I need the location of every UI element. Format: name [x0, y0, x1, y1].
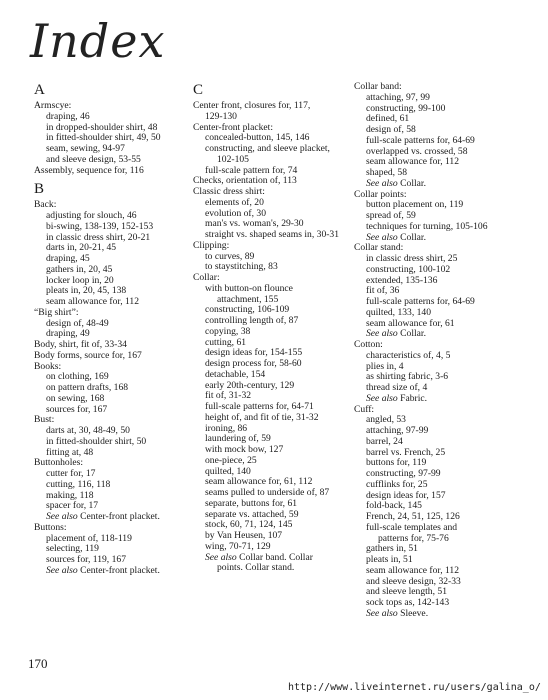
index-entry: Classic dress shirt: — [193, 186, 265, 197]
index-subentry: full-scale pattern for, 74 — [205, 164, 298, 176]
index-entry: Cuff: — [354, 403, 375, 415]
index-subentry: making, 118 — [46, 489, 94, 501]
index-column-1 — [34, 82, 184, 577]
index-subentry: draping, 49 — [46, 328, 90, 340]
index-subentry: as shirting fabric, 3-6 — [366, 371, 449, 383]
index-entry: “Big shirt”: — [34, 306, 79, 318]
index-subentry — [354, 179, 510, 190]
index-entry: Armscye: — [34, 100, 72, 111]
index-column-2 — [193, 82, 355, 574]
index-subentry: seam, sewing, 94-97 — [46, 143, 125, 154]
index-subentry: darts in, 20-21, 45 — [46, 242, 117, 254]
index-subentry: button placement on, 119 — [366, 199, 464, 211]
index-subentry — [34, 566, 184, 577]
index-subentry: sources for, 119, 167 — [46, 554, 126, 565]
index-subentry: design process for, 58-60 — [205, 358, 302, 369]
index-entry: Clipping: — [193, 239, 230, 251]
index-subentry: separate vs. attached, 59 — [205, 508, 299, 520]
index-subentry: one-piece, 25 — [205, 454, 257, 466]
index-subentry: attaching, 97, 99 — [366, 91, 430, 103]
index-subentry: with button-on flounce — [205, 282, 293, 294]
index-subentry: spacer for, 17 — [46, 500, 99, 512]
index-subentry: full-scale patterns for, 64-71 — [205, 401, 314, 412]
index-subentry: cutting, 116, 118 — [46, 478, 111, 490]
index-subentry: to curves, 89 — [205, 250, 255, 262]
index-subentry: adjusting for slouch, 46 — [46, 210, 137, 221]
index-subentry: seam allowance for, 61 — [366, 317, 455, 329]
index-entry: Collar points: — [354, 188, 407, 200]
see-also-label: See also — [366, 607, 398, 619]
index-entry: Collar: — [193, 272, 220, 283]
index-subentry: attachment, 155 — [217, 293, 279, 305]
index-subentry: with mock bow, 127 — [205, 444, 284, 455]
index-subentry: full-scale patterns for, 64-69 — [366, 134, 475, 146]
index-entry: Body forms, source for, 167 — [34, 349, 142, 361]
section-letter: C — [193, 82, 204, 98]
index-subentry: constructing, 100-102 — [366, 263, 451, 275]
index-subentry: extended, 135-136 — [366, 274, 438, 286]
index-entry: Buttonholes: — [34, 457, 84, 469]
see-also-label: See also — [205, 551, 237, 563]
index-subentry: and sleeve length, 51 — [366, 586, 447, 598]
index-subentry: in fitted-shoulder shirt, 49, 50 — [46, 132, 161, 144]
index-subentry: stock, 60, 71, 124, 145 — [205, 519, 293, 531]
index-subentry: design of, 58 — [366, 124, 416, 135]
see-also-target: Collar band. Collar — [236, 551, 313, 563]
index-subentry: evolution of, 30 — [205, 207, 267, 219]
index-subentry: 102-105 — [217, 153, 249, 165]
index-subentry: characteristics of, 4, 5 — [366, 349, 451, 361]
index-subentry: spread of, 59 — [366, 210, 416, 221]
index-subentry: seam allowance for, 61, 112 — [205, 476, 313, 488]
index-subentry: bi-swing, 138-139, 152-153 — [46, 220, 154, 232]
index-subentry: pleats in, 51 — [366, 554, 413, 565]
index-subentry — [354, 394, 510, 405]
see-also-label: See also — [366, 392, 398, 404]
index-subentry: draping, 46 — [46, 110, 90, 122]
see-also-label: See also — [366, 177, 398, 189]
index-subentry: fold-back, 145 — [366, 500, 422, 512]
index-subentry: attaching, 97-99 — [366, 425, 429, 436]
index-subentry: locker loop in, 20 — [46, 274, 114, 286]
index-subentry: 129-130 — [205, 110, 237, 122]
index-subentry: gathers in, 51 — [366, 543, 418, 555]
index-entry: Center-front placket: — [193, 121, 273, 133]
index-subentry: design ideas for, 154-155 — [205, 347, 303, 359]
index-subentry: quilted, 140 — [205, 465, 251, 477]
index-subentry: laundering of, 59 — [205, 433, 271, 445]
index-subentry: in fitted-shoulder shirt, 50 — [46, 435, 147, 447]
index-subentry: in classic dress shirt, 25 — [366, 253, 458, 264]
index-entry: Body, shirt, fit of, 33-34 — [34, 339, 127, 350]
index-subentry: elements of, 20 — [205, 196, 264, 208]
index-subentry — [354, 609, 510, 620]
index-subentry: constructing, 99-100 — [366, 102, 446, 114]
index-subentry: fit of, 31-32 — [205, 390, 252, 402]
index-entry: Cotton: — [354, 339, 383, 350]
see-also-target: Collar. — [397, 328, 426, 340]
index-subentry: quilted, 133, 140 — [366, 306, 432, 318]
page-number: 170 — [28, 656, 48, 671]
index-subentry: constructing, 97-99 — [366, 468, 441, 479]
index-subentry: to staystitching, 83 — [205, 261, 278, 273]
index-subentry: in classic dress shirt, 20-21 — [46, 231, 151, 243]
index-subentry: seam allowance for, 112 — [366, 564, 460, 576]
index-subentry: barrel vs. French, 25 — [366, 446, 446, 458]
index-subentry: seams pulled to underside of, 87 — [205, 487, 330, 498]
index-subentry: placement of, 118-119 — [46, 532, 132, 544]
index-subentry: and sleeve design, 53-55 — [46, 153, 141, 165]
section-letter: B — [34, 181, 45, 198]
see-also-target: Collar. — [397, 177, 426, 189]
index-subentry: concealed-button, 145, 146 — [205, 132, 310, 144]
index-entry: Books: — [34, 360, 62, 372]
index-subentry: wing, 70-71, 129 — [205, 540, 271, 552]
index-subentry: on pattern drafts, 168 — [46, 382, 129, 393]
index-subentry: darts at, 30, 48-49, 50 — [46, 425, 130, 436]
index-entry: Buttons: — [34, 521, 67, 533]
index-entry: Center front, closures for, 117, — [193, 100, 311, 111]
index-subentry: patterns for, 75-76 — [378, 532, 449, 544]
index-subentry: plies in, 4 — [366, 360, 404, 372]
index-subentry: seam allowance for, 112 — [366, 156, 460, 168]
footer-url: http://www.liveinternet.ru/users/galina_o/ — [288, 682, 541, 693]
index-subentry: sock tops as, 142-143 — [366, 597, 450, 608]
index-entry: Assembly, sequence for, 116 — [34, 164, 144, 176]
index-subentry: controlling length of, 87 — [205, 315, 299, 326]
see-also-target: Center-front placket. — [77, 564, 160, 576]
index-subentry: barrel, 24 — [366, 435, 403, 447]
index-entry: Checks, orientation of, 113 — [193, 175, 297, 187]
index-subentry: cufflinks for, 25 — [366, 478, 428, 490]
index-subentry: points. Collar stand. — [217, 562, 295, 574]
index-entry: Back: — [34, 199, 57, 211]
index-subentry: ironing, 86 — [205, 422, 248, 434]
index-subentry: on sewing, 168 — [46, 392, 105, 404]
index-subentry: man's vs. woman's, 29-30 — [205, 218, 304, 230]
index-subentry: constructing, and sleeve placket, — [205, 143, 330, 154]
index-column-3 — [354, 82, 510, 620]
section-letter: A — [34, 82, 45, 98]
index-subentry: gathers in, 20, 45 — [46, 263, 113, 275]
index-subentry: by Van Heusen, 107 — [205, 530, 283, 541]
index-subentry: thread size of, 4 — [366, 382, 428, 393]
see-also-target: Fabric. — [397, 392, 428, 404]
index-subentry: design of, 48-49 — [46, 317, 109, 329]
index-entry: Collar stand: — [354, 242, 404, 254]
see-also-target: Sleeve. — [397, 607, 429, 619]
index-subentry: French, 24, 51, 125, 126 — [366, 511, 460, 522]
index-subentry: draping, 45 — [46, 253, 90, 264]
index-subentry: buttons for, 119 — [366, 457, 427, 469]
index-subentry: sources for, 167 — [46, 403, 108, 415]
see-also-label: See also — [46, 564, 78, 576]
index-entry: Bust: — [34, 414, 55, 426]
index-subentry: angled, 53 — [366, 414, 406, 426]
see-also-target: Center-front placket. — [77, 511, 160, 522]
index-subentry: full-scale templates and — [366, 521, 458, 533]
index-subentry: cutting, 61 — [205, 336, 247, 348]
index-subentry: in dropped-shoulder shirt, 48 — [46, 121, 158, 133]
index-subentry: fitting at, 48 — [46, 446, 94, 458]
index-subentry: defined, 61 — [366, 113, 410, 125]
index-subentry: pleats in, 20, 45, 138 — [46, 285, 127, 297]
index-subentry: design ideas for, 157 — [366, 489, 446, 501]
index-entry: Collar band: — [354, 81, 402, 92]
index-subentry: constructing, 106-109 — [205, 304, 290, 316]
index-subentry: detachable, 154 — [205, 368, 266, 380]
see-also-label: See also — [366, 328, 398, 340]
index-subentry: and sleeve design, 32-33 — [366, 575, 461, 587]
index-subentry: shaped, 58 — [366, 167, 408, 178]
index-subentry: cutter for, 17 — [46, 468, 96, 479]
index-subentry: separate, buttons for, 61 — [205, 497, 298, 509]
index-subentry: copying, 38 — [205, 325, 251, 337]
page-title: Index — [30, 14, 166, 68]
index-subentry: seam allowance for, 112 — [46, 296, 140, 307]
index-subentry: straight vs. shaped seams in, 30-31 — [205, 229, 340, 240]
index-subentry: on clothing, 169 — [46, 371, 109, 383]
index-subentry: fit of, 36 — [366, 285, 400, 297]
index-subentry: selecting, 119 — [46, 543, 99, 555]
index-subentry: full-scale patterns for, 64-69 — [366, 296, 475, 307]
index-subentry: early 20th-century, 129 — [205, 379, 295, 391]
see-also-label: See also — [366, 231, 398, 243]
index-subentry: techniques for turning, 105-106 — [366, 220, 488, 232]
index-subentry: overlapped vs. crossed, 58 — [366, 145, 468, 157]
see-also-target: Collar. — [397, 231, 426, 243]
index-subentry: height of, and fit of tie, 31-32 — [205, 411, 319, 423]
see-also-label: See also — [46, 511, 78, 522]
